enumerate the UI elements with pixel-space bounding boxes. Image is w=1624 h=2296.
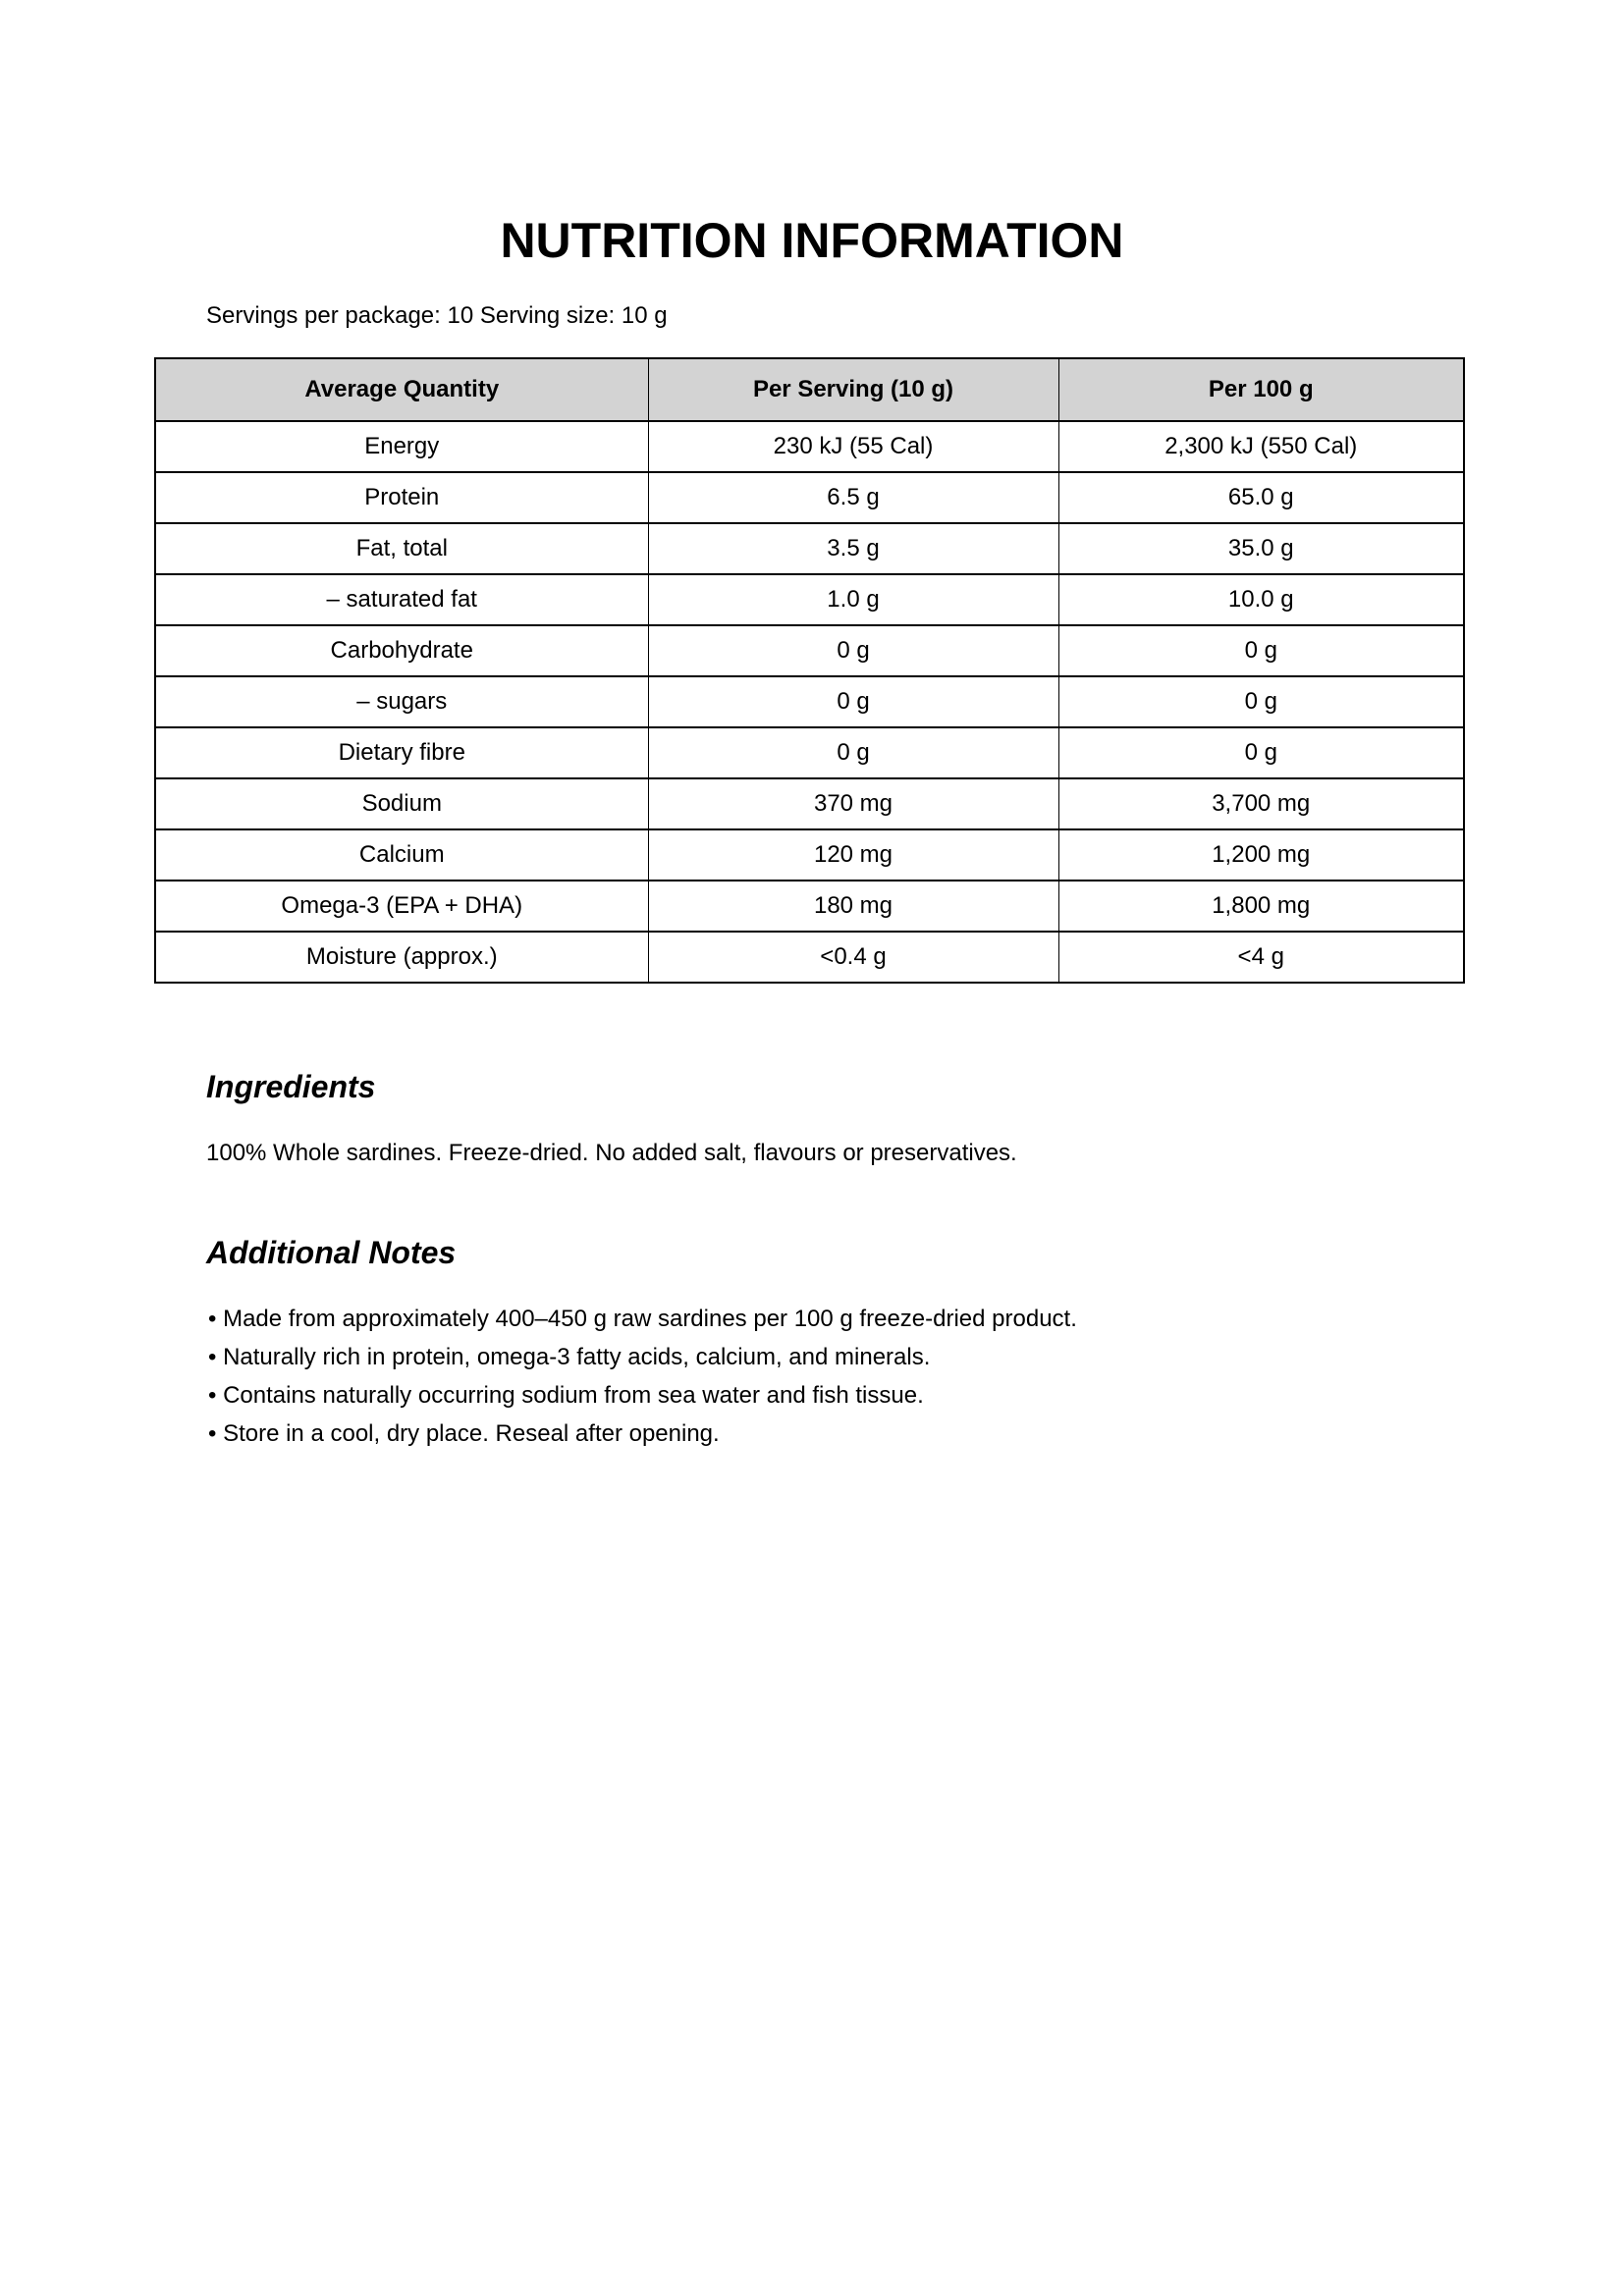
table-cell: 35.0 g xyxy=(1058,523,1464,574)
table-row xyxy=(155,472,1464,523)
table-cell: <4 g xyxy=(1058,932,1464,983)
table-cell: 1,800 mg xyxy=(1058,881,1464,932)
table-cell: Dietary fibre xyxy=(155,727,648,778)
table-cell: Energy xyxy=(155,421,648,472)
table-cell: 0 g xyxy=(1058,727,1464,778)
table-cell: 0 g xyxy=(648,727,1058,778)
table-cell: 230 kJ (55 Cal) xyxy=(648,421,1058,472)
table-cell: Omega-3 (EPA + DHA) xyxy=(155,881,648,932)
column-header-per-serving: Per Serving (10 g) xyxy=(648,358,1058,421)
table-cell: Sodium xyxy=(155,778,648,829)
note-bullet: • Naturally rich in protein, omega-3 fatty acids, calcium, and minerals. xyxy=(208,1344,931,1371)
table-cell: 1,200 mg xyxy=(1058,829,1464,881)
table-cell: Moisture (approx.) xyxy=(155,932,648,983)
table-cell: 10.0 g xyxy=(1058,574,1464,625)
additional-notes-heading: Additional Notes xyxy=(206,1235,457,1271)
table-cell: – sugars xyxy=(155,676,648,727)
table-header-row xyxy=(155,358,1464,421)
table-cell: Protein xyxy=(155,472,648,523)
table-cell: 3,700 mg xyxy=(1058,778,1464,829)
table-cell: 120 mg xyxy=(648,829,1058,881)
table-cell: 1.0 g xyxy=(648,574,1058,625)
table-row xyxy=(155,881,1464,932)
table-cell: Calcium xyxy=(155,829,648,881)
additional-notes-section xyxy=(0,1236,1624,1453)
page-title: NUTRITION INFORMATION xyxy=(500,213,1124,268)
table-row xyxy=(155,421,1464,472)
table-cell: 3.5 g xyxy=(648,523,1058,574)
ingredients-section xyxy=(0,1070,1624,1167)
table-row xyxy=(155,625,1464,676)
nutrition-table xyxy=(154,357,1465,984)
column-header-average-quantity: Average Quantity xyxy=(155,358,648,421)
ingredients-heading: Ingredients xyxy=(206,1069,376,1104)
table-row xyxy=(155,727,1464,778)
table-cell: 6.5 g xyxy=(648,472,1058,523)
table-cell: Carbohydrate xyxy=(155,625,648,676)
table-row xyxy=(155,574,1464,625)
note-bullet: • Store in a cool, dry place. Reseal after opening. xyxy=(208,1420,720,1448)
table-cell: 0 g xyxy=(648,625,1058,676)
servings-line: Servings per package: 10 Serving size: 10 g xyxy=(206,302,668,329)
table-row xyxy=(155,676,1464,727)
table-cell: 180 mg xyxy=(648,881,1058,932)
table-cell: 2,300 kJ (550 Cal) xyxy=(1058,421,1464,472)
table-cell: 0 g xyxy=(648,676,1058,727)
table-body xyxy=(155,421,1464,983)
table-cell: <0.4 g xyxy=(648,932,1058,983)
column-header-per-100g: Per 100 g xyxy=(1058,358,1464,421)
table-cell: 0 g xyxy=(1058,625,1464,676)
table-cell: – saturated fat xyxy=(155,574,648,625)
table-cell: Fat, total xyxy=(155,523,648,574)
table-cell: 370 mg xyxy=(648,778,1058,829)
note-bullet: • Contains naturally occurring sodium from sea water and fish tissue. xyxy=(208,1382,924,1410)
ingredients-text: 100% Whole sardines. Freeze-dried. No added salt, flavours or preservatives. xyxy=(206,1140,1017,1167)
table-row xyxy=(155,778,1464,829)
table-cell: 65.0 g xyxy=(1058,472,1464,523)
additional-notes-list xyxy=(208,1300,1624,1453)
table-row xyxy=(155,932,1464,983)
note-bullet: • Made from approximately 400–450 g raw sardines per 100 g freeze-dried product. xyxy=(208,1306,1077,1333)
table-row xyxy=(155,829,1464,881)
table-cell: 0 g xyxy=(1058,676,1464,727)
table-row xyxy=(155,523,1464,574)
